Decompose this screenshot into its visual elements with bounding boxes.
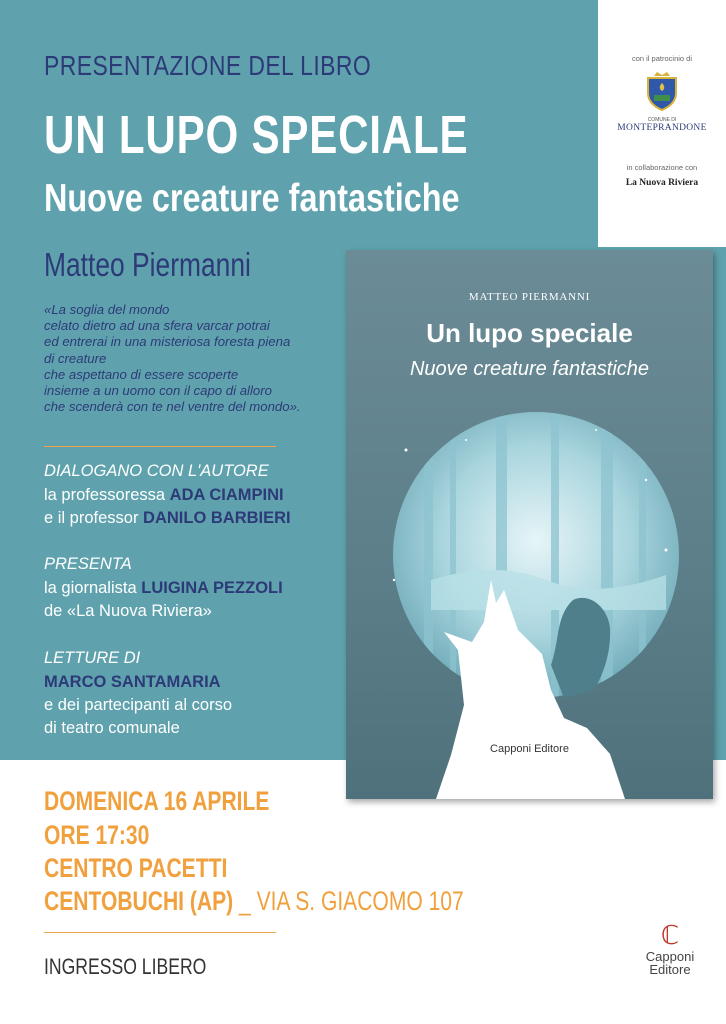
event-date: DOMENICA 16 APRILE [44, 786, 270, 816]
dialogue-label: DIALOGANO CON L'AUTORE [44, 462, 269, 480]
cover-publisher: Capponi Editore [490, 743, 569, 755]
divider [44, 446, 276, 447]
author-name: Matteo Piermanni [44, 246, 251, 283]
collab-name: La Nuova Riviera [625, 178, 699, 188]
publisher-mark-icon: ℂ [660, 921, 680, 950]
letture-line-1 [44, 673, 221, 692]
comune-small: COMUNE DI [647, 117, 677, 123]
collab-label: in collaborazione con [626, 163, 698, 172]
book-title: UN LUPO SPECIALE [44, 105, 469, 165]
event-address: _ VIA S. GIACOMO 107 [233, 886, 464, 916]
divider [44, 932, 276, 933]
eyebrow-heading: PRESENTAZIONE DEL LIBRO [44, 50, 372, 81]
comune-name: MONTEPRANDONE [617, 123, 707, 133]
dialogue-line-1 [44, 486, 284, 505]
reader-name: MARCO SANTAMARIA [44, 673, 221, 691]
quote-line: che aspettano di essere scoperte [44, 366, 239, 382]
presenta-line-2: de «La Nuova Riviera» [44, 602, 212, 620]
quote-line: «La soglia del mondo [44, 302, 170, 317]
patronage-block [598, 54, 726, 188]
presenta-prefix: la giornalista [44, 579, 142, 597]
publisher-name-1: Capponi [645, 949, 695, 964]
quote-line: di creature [44, 350, 107, 366]
presenter-name: LUIGINA PEZZOLI [141, 579, 283, 597]
dialogue-prefix: la professoressa [44, 486, 170, 504]
coat-of-arms-icon [645, 71, 679, 111]
speaker-name: ADA CIAMPINI [169, 486, 284, 504]
presenta-line-1 [44, 579, 283, 598]
quote-line: celato dietro ad una sfera varcar potrai [44, 318, 270, 334]
presenta-label: PRESENTA [44, 555, 132, 573]
book-cover [346, 250, 713, 799]
event-location [44, 886, 464, 917]
quote-line: ed entrerai in una misteriosa foresta piena [44, 334, 291, 350]
letture-label: LETTURE DI [44, 649, 141, 667]
letture-line-3: di teatro comunale [44, 719, 180, 737]
publisher-name-2: Editore [649, 962, 691, 977]
entry-info: INGRESSO LIBERO [44, 954, 207, 979]
publisher-logo [640, 922, 700, 976]
book-quote [44, 302, 344, 415]
book-subtitle: Nuove creature fantastiche [44, 177, 460, 220]
dialogue-line-2 [44, 509, 291, 528]
cover-subtitle: Nuove creature fantastiche [409, 358, 650, 380]
cover-author: MATTEO PIERMANNI [468, 291, 591, 303]
dialogue-prefix: e il professor [44, 509, 144, 527]
letture-line-2: e dei partecipanti al corso [44, 696, 233, 714]
event-venue: CENTRO PACETTI [44, 853, 228, 883]
quote-line: che scenderà con te nel ventre del mondo». [44, 399, 301, 415]
cover-title: Un lupo speciale [426, 318, 633, 348]
event-time: ORE 17:30 [44, 820, 150, 850]
event-city: CENTOBUCHI (AP) [44, 886, 234, 916]
quote-line: insieme a un uomo con il capo di alloro [44, 383, 272, 399]
speaker-name: DANILO BARBIERI [143, 509, 291, 527]
patronage-label: con il patrocinio di [631, 54, 693, 63]
wolf-moon-illustration [346, 250, 713, 799]
